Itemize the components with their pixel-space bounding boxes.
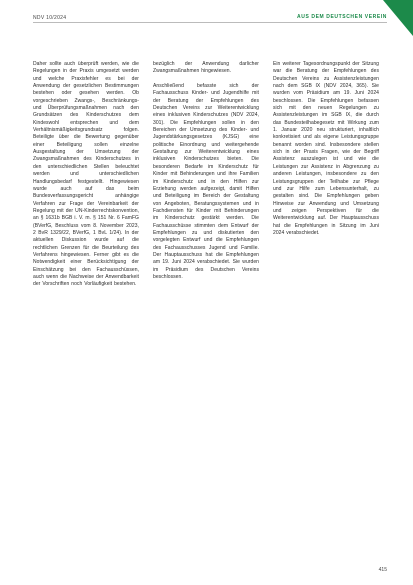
issue-label: NDV 10/2024: [33, 15, 67, 21]
paragraph: bezüglich der Anwendung darlicher Zwangsmaßnahmen hingewiesen.: [153, 61, 259, 75]
corner-accent: [383, 0, 413, 36]
text-column-3: [273, 61, 379, 245]
paragraph: Ein weiterer Tagesordnungspunkt der Sitzung war die Beratung der Empfehlungen des Deutschen Vereins zu Assistenzleistungen nach dem SGB IX (NDV 2024, 365). Sie wurden vom Präsidium am 19. Juni 2024 beschlossen. Die Empfehlungen befassen sich mit den neuen Regelungen zu Assistenzleistungen im SGB IX, die durch das Bundesteilhabegesetz mit Wirkung zum 1. Januar 2020 neu strukturiert, inhaltlich konkretisiert und als eigene Leistungsgruppe benannt worden sind. Insbesondere stellen sich in der Praxis Fragen, wie der Begriff Assistenz auszulegen ist und wie die Leistungen zur Assistenz in Abgrenzung zu anderen Leistungen, insbesondere zu den Leistungsgruppen der Teilhabe zur Pflege und zur Hilfe zum Lebensunterhalt, zu gestalten sind. Die Empfehlungen geben Hinweise zur Anwendung und Umsetzung und zeigen Perspektiven für die Weiterentwicklung auf. Der Hauptausschuss hat die Empfehlungen in Sitzung im Juni 2024 verabschiedet.: [273, 61, 379, 236]
paragraph: Daher sollte auch überprüft werden, wie die Regelungen in der Praxis umgesetzt werden und welche Praxisfehler es bei der Anwendung der gesetzlichen Bestimmungen bestehen oder gesehen werden. Ob vorgeschrieben Zwangs-, Beschränkungs- und Überprüfungsmaßnahmen nach den Grundsätzen des Kinderschutzes dem Kindeswohl entsprechen und dem Verhältnismäßigkeitsgrundsatz folgen. Beteiligte über die Bewertung gegenüber einer Beteiligung sollen einzelne Ausgestaltung der Umsetzung der Zwangsmaßnahmen des Kinderschutzes in den unterschiedlichen Stellen beleuchtet werden und unterschiedlichen Handlungsbedarf festgestellt. Hingewiesen wurde auch auf das beim Bundesverfassungsgericht anhängige Verfahren zur Frage der Vereinbarkeit der Regelung mit der UN-Kinderrechtskonvention, an § 1631b BGB i. V. m. § 151 Nr. 6 FamFG (BVerfG, Beschluss vom 8. November 2023, 2 BvR 1329/22, BVerfG, 1 BvL 1/24). In der aktuellen Diskussion wurde auf die rechtlichen Grenzen für die Beurteilung des Verfahrens hingewiesen. Ferner gibt es die Notwendigkeit einer Berücksichtigung der Einschätzung bei den Fachausschüssen, auch wenn die Nachweise der Anwendbarkeit der Vorschriften noch Vorläufigkeit bestehen.: [33, 61, 139, 288]
section-title: AUS DEM DEUTSCHEN VEREIN: [297, 14, 387, 20]
header-rule: [33, 22, 387, 23]
text-column-1: [33, 61, 139, 296]
paragraph: Anschließend befasste sich der Fachausschuss Kinder- und Jugendhilfe mit der Beratung der Empfehlungen des Deutschen Vereins zur Weiterentwicklung eines inklusiven Kinderschutzes (NDV 2024, 301). Die Empfehlungen sollen in den Bereichen der Umsetzung des Kinder- und Jugendstärkungsgesetzes (KJSG) eine politische Einordnung und weitergehende Gestaltung zur Weiterentwicklung eines inklusiven Kinderschutzes bieten. Die besonderen Bedarfe im Kinderschutz für Kinder mit Behinderungen und ihre Familien im Kinderschutz und in den Hilfen zur Erziehung werden aufgezeigt, damit Hilfen und Beteiligung im Bereich der Gestaltung von Angeboten, Beratungssystemen und in Fachdiensten für Kinder mit Behinderungen im Kinderschutz gestärkt werden. Die Fachausschüsse stimmten dem Entwurf der Empfehlungen zu und diskutierten den vorgelegten Entwurf und die Empfehlungen des Fachausschusses Jugend und Familie. Der Hauptausschuss hat die Empfehlungen am 19. Juni 2024 verabschiedet. Sie wurden im Präsidium des Deutschen Vereins beschlossen.: [153, 83, 259, 280]
page-number: 415: [378, 567, 387, 573]
text-column-2: [153, 61, 259, 289]
